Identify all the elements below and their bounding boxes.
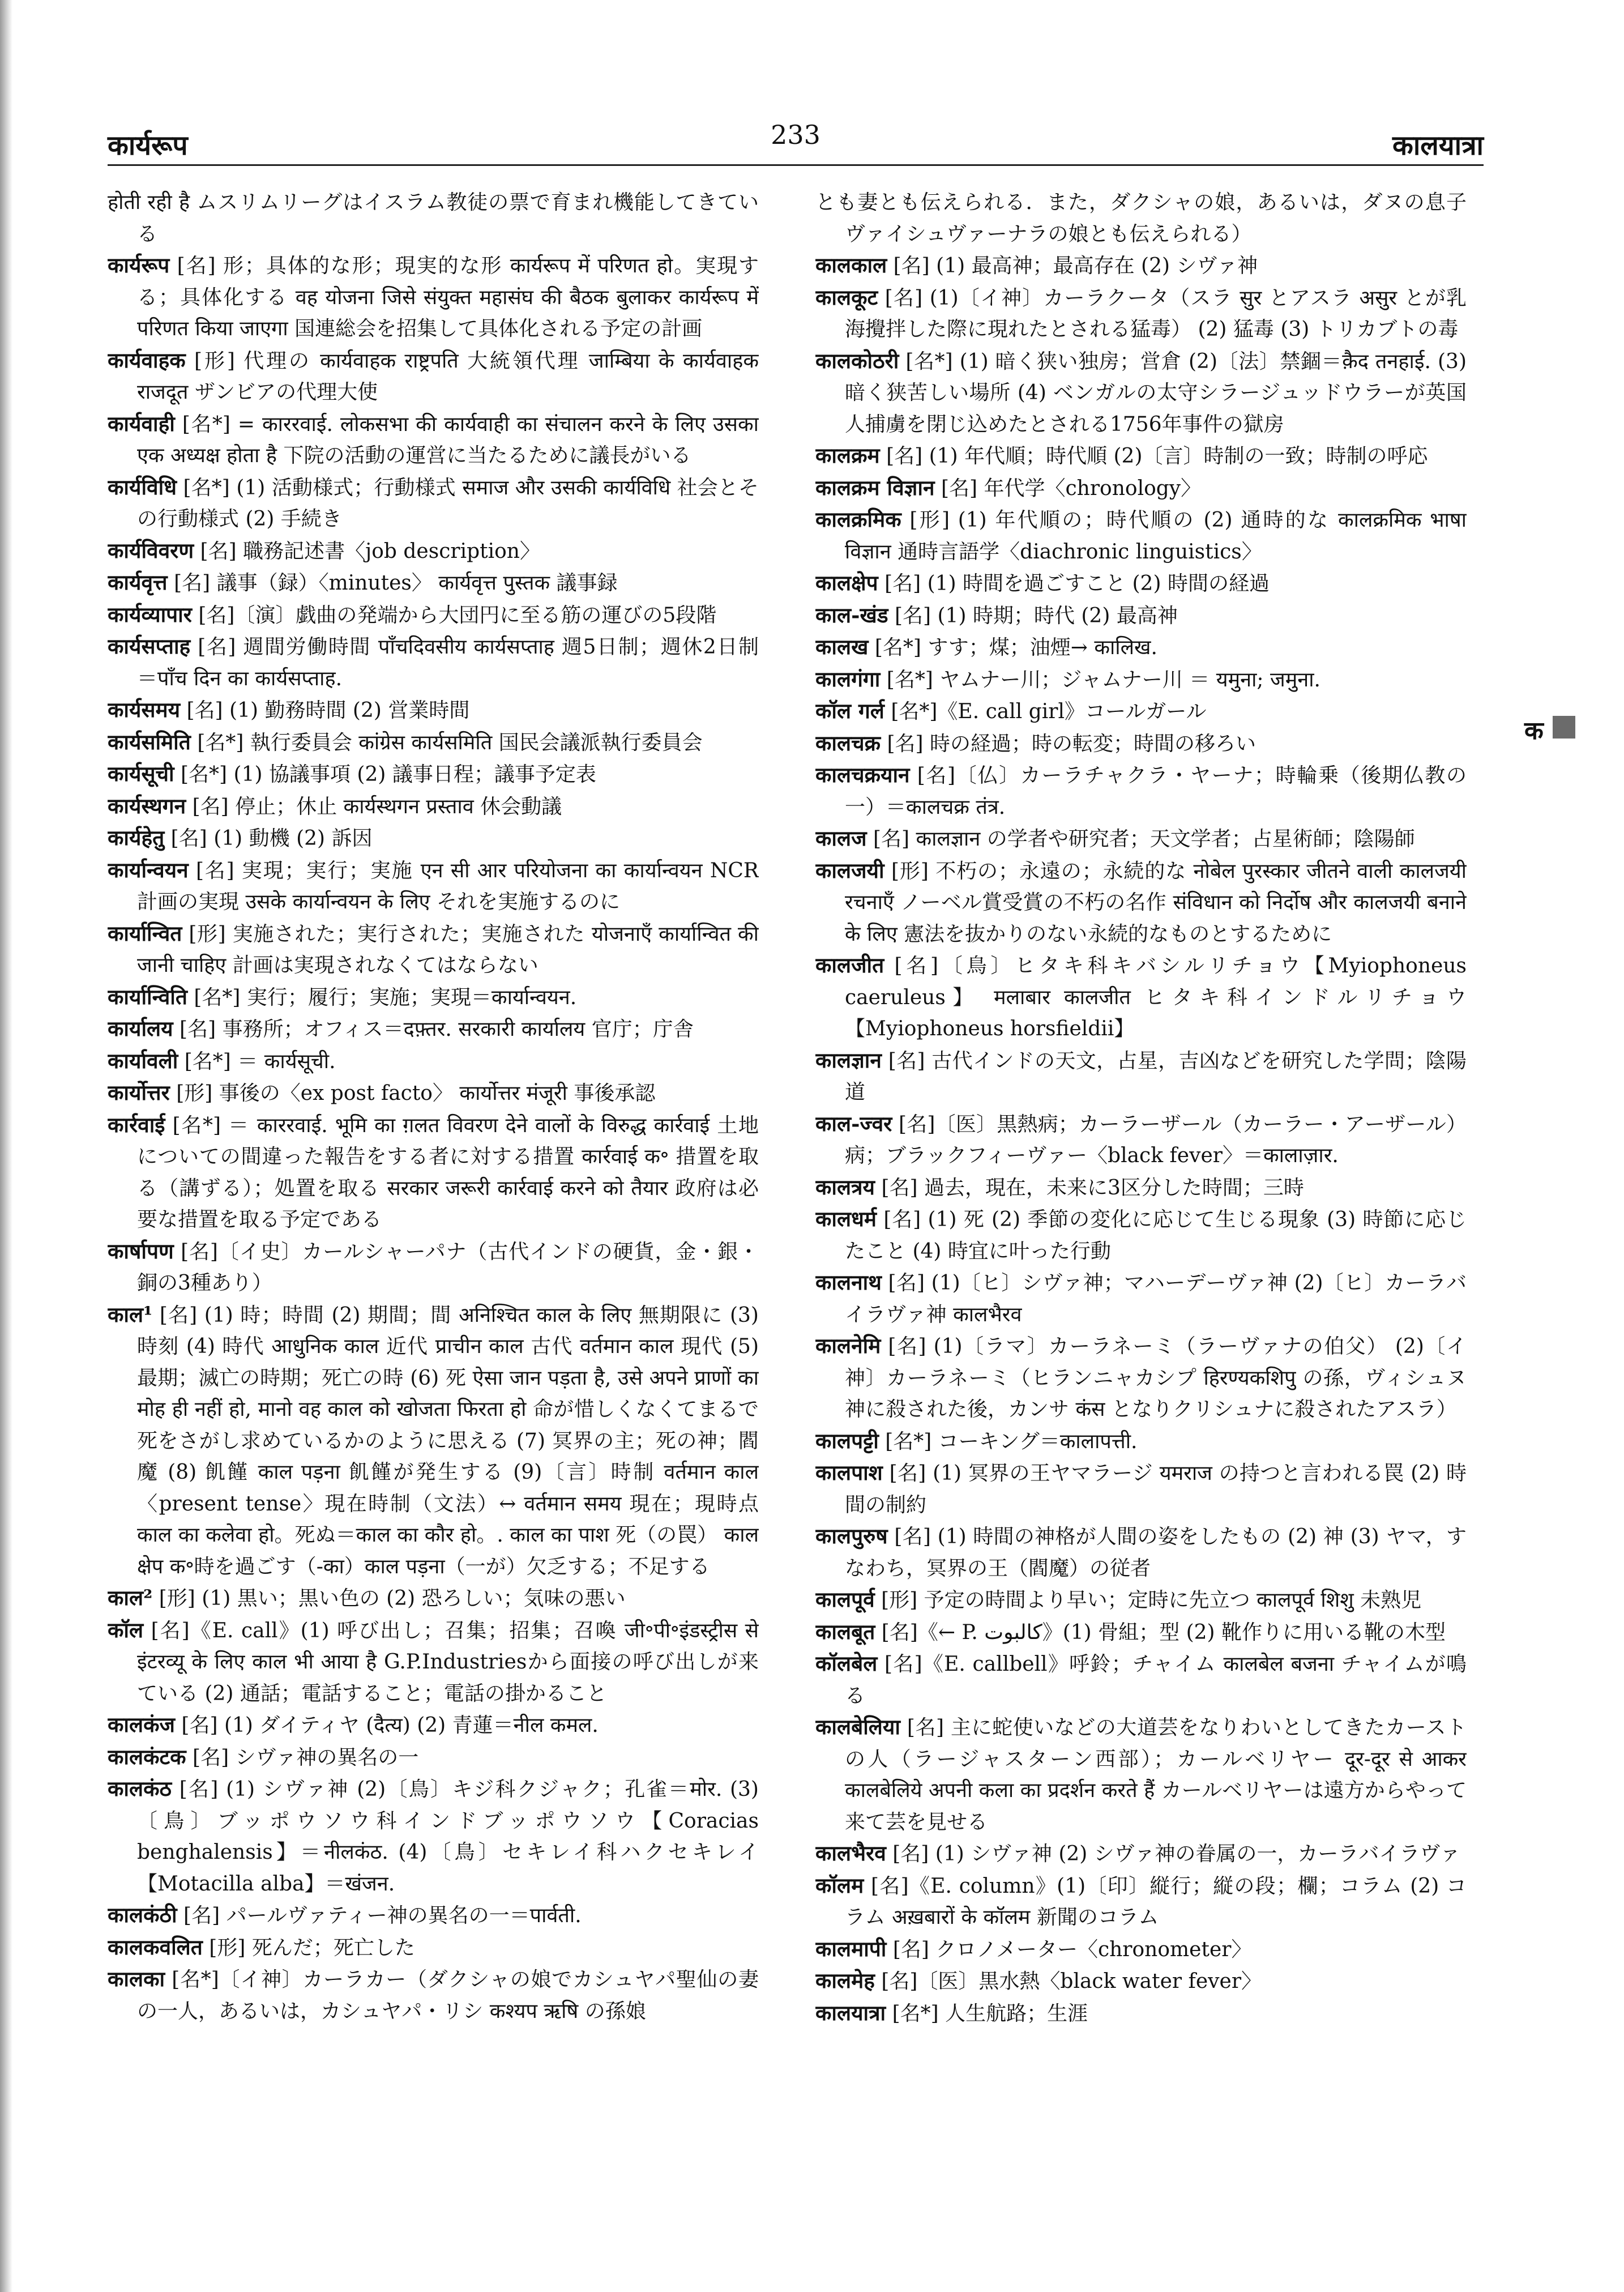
scan-edge — [0, 0, 12, 2292]
entry-definition: [名] クロノメーター〈chronometer〉 — [892, 1937, 1252, 1961]
entry-definition: [名*] 実行；履行；実施；実現＝कार्यान्वयन. — [194, 985, 577, 1009]
left-column — [108, 187, 759, 2277]
entry-headword: कालनेमि — [815, 1333, 881, 1358]
entry-headword: कालकोठरी — [815, 348, 899, 373]
dictionary-entry — [108, 1299, 759, 1583]
entry-definition: [名] (1) 時間の神格が人間の姿をしたもの (2) 神 (3) ヤマ，すなわち，冥界の王（閻魔）の従者 — [845, 1525, 1467, 1580]
entry-headword: कालनाथ — [815, 1270, 882, 1295]
entry-headword: कालभैरव — [815, 1841, 886, 1866]
entry-definition: [名] 古代インドの天文，占星，吉凶などを研究した学問；陰陽道 — [845, 1049, 1467, 1104]
entry-definition: [名*] ＝ काररवाई. भूमि का ग़लत विवरण देने वालों के विरुद्ध कार्रवाई 土地についての間違った報告をする者に対する措置 कार्रवाई क॰ 措置を取る（講ずる）；処置を取る सरकार जरूरी कार्रवाई करने को तैयार 政府は必要な措置を取る予定である — [137, 1113, 759, 1231]
dictionary-entry — [815, 1203, 1467, 1267]
entry-definition: [名] (1) 動機 (2) 訴因 — [170, 827, 373, 850]
dictionary-entry — [815, 1108, 1467, 1172]
dictionary-entry — [815, 1425, 1467, 1458]
entry-headword: कॉलम — [815, 1872, 864, 1898]
entry-headword: कार्यान्वित — [108, 920, 182, 946]
dictionary-entry — [108, 855, 759, 918]
entry-headword: कालधर्म — [815, 1206, 877, 1231]
entry-headword: कॉलबेल — [815, 1651, 878, 1676]
entry-headword: कार्यविधि — [108, 474, 177, 500]
entry-definition: [形] (1) 年代順の；時代順の (2) 通時的な कालक्रमिक भाषा विज्ञान 通時言語学〈diachronic linguistics〉 — [845, 509, 1467, 564]
dictionary-entry — [108, 535, 759, 567]
entry-headword: कॉल — [108, 1617, 144, 1642]
dictionary-entry — [108, 822, 759, 855]
entry-headword: कालकंठ — [108, 1776, 172, 1801]
dictionary-entry — [108, 1109, 759, 1236]
dictionary-entry — [815, 567, 1467, 600]
entry-definition: [名]〔仏〕カーラチャクラ・ヤーナ；時輪乗（後期仏教の一）＝कालचक्र तंत्र. — [845, 764, 1467, 819]
entry-headword: कालक्रम — [815, 443, 880, 468]
dictionary-entry — [108, 1773, 759, 1900]
dictionary-entry — [815, 1711, 1467, 1838]
dictionary-entry — [108, 631, 759, 694]
entry-headword: कालकंज — [108, 1712, 175, 1737]
dictionary-entry — [815, 472, 1467, 505]
entry-headword: कालगंगा — [815, 666, 881, 692]
dictionary-entry — [108, 1582, 759, 1615]
dictionary-entry — [815, 1457, 1467, 1521]
dictionary-entry — [108, 1236, 759, 1299]
entry-definition: [名] 形；具体的な形；現実的な形 कार्यरूप में परिणत हो。実現する；具体化する वह योजना जिसे संयुक्त महासंघ की बैठक बुलाकर कार्यरूप में परिणत किया जाएगा 国連総会を招集して具体化される予定の計画 — [137, 254, 759, 340]
entry-definition: [名]《E. callbell》呼鈴；チャイム कालबेल बजना チャイムが鳴る — [845, 1653, 1467, 1708]
dictionary-entry — [815, 1521, 1467, 1584]
entry-definition: [名*] ヤムナー川；ジャムナー川 ＝ यमुना; जमुना. — [886, 668, 1320, 692]
dictionary-entry — [815, 1648, 1467, 1711]
entry-definition: [名*] (1) 協議事項 (2) 議事日程；議事予定表 — [181, 763, 596, 786]
entry-headword: कालचक्र — [815, 730, 881, 756]
entry-headword: कार्योत्तर — [108, 1080, 170, 1105]
dictionary-entry — [108, 567, 759, 599]
entry-headword: कालपुरुष — [815, 1523, 888, 1548]
entry-definition: [名] 年代学〈chronology〉 — [941, 476, 1202, 500]
dictionary-entry — [815, 1267, 1467, 1330]
entry-definition: [名]《← P. کالبوت》(1) 骨組；型 (2) 靴作りに用いる靴の木型 — [881, 1620, 1446, 1644]
dictionary-entry — [815, 1934, 1467, 1966]
entry-definition: [名] (1) 死 (2) 季節の変化に応じて生じる現象 (3) 時節に応じたこと (4) 時宜に叶った行動 — [845, 1208, 1467, 1263]
dictionary-entry — [815, 1998, 1467, 2030]
thumb-index-tab — [1553, 716, 1575, 739]
dictionary-entry — [108, 727, 759, 759]
entry-headword: कालजयी — [815, 857, 884, 883]
dictionary-entry — [108, 1013, 759, 1045]
entry-definition: [名] (1) 冥界の王ヤマラージ यमराज の持つと言われる罠 (2) 時間の制約 — [845, 1462, 1467, 1517]
dictionary-entry — [108, 918, 759, 981]
entry-definition: [名] 議事（録）〈minutes〉 कार्यवृत्त पुस्तक 議事録 — [174, 571, 618, 595]
entry-definition: [名*] (1) 暗く狭い独房；営倉 (2)〔法〕禁錮＝क़ैद तनहाई. (3) 暗く狭苦しい場所 (4) ベンガルの太守シラージュッドウラーが英国人捕虜を閉じ込めたとされる1756年事件の獄房 — [845, 349, 1467, 436]
entry-definition: [名] (1)〔ヒ〕シヴァ神；マハーデーヴァ神 (2)〔ヒ〕カーラバイラヴァ神 कालभैरव — [845, 1271, 1467, 1326]
entry-definition: होती रही है ムスリムリーグはイスラム教徒の票で育まれ機能してきている — [108, 191, 759, 246]
dictionary-entry — [815, 250, 1467, 282]
entry-headword: कालकूट — [815, 284, 878, 310]
dictionary-entry — [108, 1932, 759, 1964]
entry-definition: [名] 実現；実行；実施 एन सी आर परियोजना का कार्यान्वयन NCR計画の実現 उसके कार्यान्वयन के लिए それを実施するのに — [137, 859, 759, 914]
entry-headword: कालक्रमिक — [815, 507, 901, 532]
entry-definition: [名*] コーキング＝कालापत्ती. — [885, 1429, 1138, 1453]
thumb-index-letter: क — [1524, 716, 1544, 745]
entry-headword: कालत्रय — [815, 1174, 875, 1200]
dictionary-entry — [108, 1964, 759, 2027]
entry-definition: [名] 時の経過；時の転変；時間の移ろい — [887, 732, 1256, 756]
entry-definition: [名]《E. column》(1)〔印〕縦行；縦の段；欄；コラム (2) コラム अख़बारों के कॉलम 新聞のコラム — [845, 1874, 1467, 1929]
entry-headword: कालख — [815, 634, 869, 659]
entry-headword: कार्यसूची — [108, 761, 174, 786]
entry-headword: कालज्ञान — [815, 1047, 882, 1073]
entry-definition: [名] 週間労働時間 पाँचदिवसीय कार्यसप्ताह 週5日制；週休2日制＝पाँच दिन का कार्यसप्ताह. — [137, 635, 759, 690]
entry-definition: [名*]《E. call girl》コールガール — [891, 700, 1207, 723]
entry-headword: कार्यसप्ताह — [108, 634, 191, 659]
dictionary-entry — [108, 694, 759, 727]
dictionary-entry — [815, 728, 1467, 760]
entry-headword: कालमेह — [815, 1968, 875, 1993]
entry-definition: [形] 代理の कार्यवाहक राष्ट्रपति 大統領代理 जाम्बिया के कार्यवाहक राजदूत ザンビアの代理大使 — [137, 349, 759, 404]
entry-definition: [名*] 人生航路；生涯 — [892, 2001, 1088, 2025]
dictionary-entry — [815, 664, 1467, 696]
dictionary-entry — [108, 1045, 759, 1078]
dictionary-entry — [815, 440, 1467, 472]
dictionary-entry — [108, 599, 759, 631]
entry-headword: कॉल गर्ल — [815, 698, 884, 723]
entry-definition: [名] (1)〔イ神〕カーラクータ（スラ सुर とアスラ असुर とが乳海攪拌した際に現れたとされる猛毒） (2) 猛毒 (3) トリカブトの毒 — [845, 286, 1467, 341]
entry-definition: [名*] (1) 活動様式；行動様式 समाज और उसकी कार्यविधि 社会とその行動様式 (2) 手続き — [137, 476, 759, 531]
entry-headword: कालयात्रा — [815, 2000, 886, 2025]
entry-headword: कालचक्रयान — [815, 762, 910, 787]
entry-definition: [名]《E. call》(1) 呼び出し；召集；招集；召喚 जी॰पी॰इंडस्ट्रीस से इंटरव्यू के लिए काल भी आया है G.P.Industriesから面接の呼び出しが来ている (2) 通話；電話すること；電話の掛かること — [137, 1619, 759, 1705]
entry-definition: [形] 予定の時間より早い；定時に先立つ कालपूर्व शिशु 未熟児 — [881, 1589, 1422, 1612]
entry-headword: कार्यसमिति — [108, 729, 191, 754]
entry-headword: कार्यव्यापार — [108, 601, 192, 627]
entry-headword: कार्यवाहक — [108, 347, 186, 373]
entry-definition: [名] (1) 勤務時間 (2) 営業時間 — [186, 699, 470, 722]
entry-headword: कार्यवाही — [108, 411, 175, 436]
dictionary-entry — [108, 408, 759, 472]
dictionary-entry — [815, 759, 1467, 823]
dictionary-entry — [815, 1616, 1467, 1649]
dictionary-entry — [108, 1615, 759, 1710]
dictionary-entry — [815, 950, 1467, 1045]
entry-definition: [名] 主に蛇使いなどの大道芸をなりわいとしてきたカーストの人（ラージャスターン西部）；カールベリヤー दूर-दूर से आकर कालबेलिये अपनी कला का प्रदर्शन करते हैं カールベリヤーは遠方からやって来て芸を見せる — [845, 1716, 1467, 1834]
dictionary-entry — [815, 504, 1467, 567]
entry-headword: कार्यवृत्त — [108, 570, 168, 595]
page-header — [108, 116, 1484, 161]
dictionary-entry — [108, 250, 759, 345]
entry-definition: [名*]〔イ神〕カーラカー（ダクシャの娘でカシュヤパ聖仙の妻の一人，あるいは，カシュヤパ・リシ कश्यप ऋषि の孫娘 — [137, 1968, 759, 2023]
entry-definition: [名] (1) ダイティヤ (दैत्य) (2) 青蓮＝नील कमल. — [181, 1714, 599, 1737]
entry-headword: कालपट्टी — [815, 1428, 879, 1453]
entry-headword: कालबेलिया — [815, 1714, 900, 1739]
dictionary-entry — [815, 1870, 1467, 1934]
dictionary-entry — [108, 345, 759, 408]
dictionary-entry — [815, 631, 1467, 664]
entry-headword: काल-ज्वर — [815, 1111, 892, 1136]
dictionary-entry — [815, 345, 1467, 441]
entry-definition: [名] कालज्ञान の学者や研究者；天文学者；占星術師；陰陽師 — [873, 827, 1415, 851]
entry-definition: [名*] すす；煤；油煙→ कालिख. — [874, 636, 1157, 659]
entry-headword: कार्यान्विति — [108, 984, 187, 1009]
dictionary-entry — [815, 1330, 1467, 1425]
entry-headword: कार्षापण — [108, 1238, 174, 1264]
entry-headword: कालक्रम विज्ञान — [815, 475, 935, 500]
dictionary-entry — [108, 187, 759, 250]
entry-definition: [名]〔演〕戯曲の発端から大団円に至る筋の運びの5段階 — [198, 603, 717, 627]
entry-definition: [名] 停止；休止 कार्यस्थगन प्रस्ताव 休会動議 — [192, 795, 562, 818]
dictionary-entry — [108, 758, 759, 791]
entry-headword: कार्यविवरण — [108, 537, 194, 563]
entry-definition: [名] 事務所；オフィス＝दफ़्तर. सरकारी कार्यालय 官庁；庁舎 — [180, 1018, 694, 1041]
entry-definition: とも妻とも伝えられる．また，ダクシャの娘，あるいは，ダヌの息子ヴァイシュヴァーナラの娘とも伝えられる） — [815, 191, 1467, 246]
entry-definition: [形] 事後の〈ex post facto〉 कार्योत्तर मंजूरी 事後承認 — [176, 1082, 656, 1105]
entry-definition: [名]〔医〕黒熱病；カーラーザール（カーラー・アーザール）病；ブラックフィーヴァー〈black fever〉＝कालाज़ार. — [845, 1112, 1467, 1167]
dictionary-entry — [815, 855, 1467, 950]
entry-headword: कालका — [108, 1966, 165, 1991]
entry-definition: [名] (1) シヴァ神 (2) シヴァ神の眷属の一，カーラバイラヴァ — [892, 1842, 1461, 1866]
entry-headword: कालकवलित — [108, 1934, 203, 1960]
entry-headword: कार्यरूप — [108, 253, 170, 278]
dictionary-entry — [108, 981, 759, 1014]
entry-headword: कालमापी — [815, 1936, 887, 1961]
entry-definition: [形] 不朽の；永遠の；永続的な नोबेल पुरस्कार जीतने वाली कालजयी रचनाएँ ノーベル賞受賞の不朽の名作 संविधान को निर्दोष और कालजयी बनाने के लिए 憲法を抜かりのない永続的なものとするために — [845, 859, 1467, 946]
page-number: 233 — [771, 119, 820, 150]
dictionary-entry — [108, 1077, 759, 1109]
entry-headword: कालजीत — [815, 953, 884, 978]
right-column — [815, 187, 1467, 2277]
dictionary-entry — [815, 1838, 1467, 1870]
dictionary-entry — [108, 472, 759, 535]
entry-headword: कालक्षेप — [815, 570, 878, 595]
entry-definition: [名] (1) 時；時間 (2) 期間；間 अनिश्चित काल के लिए 無期限に (3) 時刻 (4) 時代 आधुनिक काल 近代 प्राचीन काल 古代 वर्तमान काल 現代 (5) 最期；滅亡の時期；死亡の時 (6) 死 ऐसा जान पड़ता है, उसे अपने प्राणों का मोह ही नहीं हो, मानो वह काल को खोजता फिरता हो 命が惜しくなくてまるで死をさがし求めているかのように思える (7) 冥界の主；死の神；閻魔 (8) 飢饉 काल पड़ना 飢饉が発生する (9)〔言〕時制 वर्तमान काल〈present tense〉現在時制（文法）↔ वर्तमान समय 現在；現時点 काल का कलेवा हो。死ぬ＝काल का कौर हो。. काल का पाश 死（の罠） काल क्षेप क॰時を過ごす（-का）काल पड़ना（一が）欠乏する；不足する — [137, 1303, 759, 1578]
entry-definition: [名] シヴァ神の異名の一 — [193, 1745, 419, 1769]
running-head-right: कालयात्रा — [1392, 130, 1484, 161]
dictionary-entry — [815, 1172, 1467, 1204]
running-head-left: कार्यरूप — [108, 130, 188, 161]
entry-definition: [形] (1) 黒い；黒い色の (2) 恐ろしい；気味の悪い — [159, 1587, 626, 1610]
entry-headword: काल² — [108, 1585, 153, 1610]
entry-definition: [形] 実施された；実行された；実施された योजनाएँ कार्यान्वित की जानी चाहिए 計画は実現されなくてはならない — [137, 922, 759, 977]
entry-definition: [形] 死んだ；死亡した — [209, 1936, 415, 1960]
entry-definition: [名]〔鳥〕ヒタキ科キバシルリチョウ【Myiophoneus caeruleus】 मलाबार कालजीत ヒタキ科インドルリチョウ【Myiophoneus horsfieldii】 — [845, 954, 1467, 1040]
entry-definition: [名] (1) 時期；時代 (2) 最高神 — [894, 604, 1178, 628]
entry-headword: कार्रवाई — [108, 1112, 165, 1137]
entry-definition: [名] (1) 年代順；時代順 (2)〔言〕時制の一致；時制の呼応 — [886, 445, 1428, 468]
dictionary-entry — [815, 1045, 1467, 1108]
entry-headword: कालबूत — [815, 1619, 875, 1644]
entry-definition: [名*] = काररवाई. लोकसभा की कार्यवाही का संचालन करने के लिए उसका एक अध्यक्ष होता है 下院の活動の運営に当たるために議長がいる — [137, 412, 759, 467]
entry-headword: कार्यावली — [108, 1048, 178, 1073]
entry-definition: [名] (1)〔ラマ〕カーラネーミ（ラーヴァナの伯父） (2)〔イ神〕カーラネーミ（ヒランニャカシプ हिरण्यकशिपु の孫，ヴィシュヌ神に殺された後，カンサ कंस となりクリシュナに殺されたアスラ） — [845, 1335, 1467, 1421]
dictionary-entry — [815, 695, 1467, 728]
entry-headword: कालज — [815, 826, 867, 851]
entry-definition: [名*] 執行委員会 कांग्रेस कार्यसमिति 国民会議派執行委員会 — [197, 731, 703, 754]
entry-definition: [名] 過去，現在，未来に3区分した時間；三時 — [881, 1176, 1304, 1200]
dictionary-entry — [108, 1900, 759, 1932]
entry-definition: [名] パールヴァティー神の異名の一＝पार्वती. — [183, 1904, 582, 1927]
dictionary-entry — [815, 187, 1467, 250]
entry-headword: कालकंठी — [108, 1902, 177, 1927]
dictionary-entry — [108, 1709, 759, 1742]
dictionary-entry — [108, 1742, 759, 1774]
dictionary-entry — [815, 1965, 1467, 1998]
entry-headword: कालकंटक — [108, 1744, 186, 1769]
entry-headword: काल-खंड — [815, 602, 888, 628]
entry-headword: कालपूर्व — [815, 1587, 875, 1612]
entry-definition: [名]〔医〕黒水熱〈black water fever〉 — [881, 1970, 1262, 1993]
entry-definition: [名] 職務記述書〈job description〉 — [200, 539, 540, 563]
entry-headword: कालकाल — [815, 253, 887, 278]
entry-headword: कालपाश — [815, 1460, 883, 1485]
entry-definition: [名*] ＝ कार्यसूची. — [184, 1049, 336, 1073]
entry-headword: कार्यालय — [108, 1016, 173, 1041]
header-rule — [108, 164, 1484, 166]
entry-headword: काल¹ — [108, 1301, 153, 1327]
entry-headword: कार्यसमय — [108, 697, 181, 722]
entry-definition: [名] (1) シヴァ神 (2)〔鳥〕キジ科クジャク；孔雀＝मोर. (3)〔鳥〕ブッポウソウ科インドブッポウソウ【Coracias benghalensis】＝नीलकंठ. (4)〔鳥〕セキレイ科ハクセキレイ【Motacilla alba】＝खंजन. — [137, 1778, 759, 1896]
entry-headword: कार्यहेतु — [108, 825, 165, 850]
dictionary-entry — [815, 1584, 1467, 1616]
dictionary-entry — [108, 791, 759, 823]
entry-headword: कार्यान्वयन — [108, 857, 189, 882]
entry-definition: [名]〔イ史〕カールシャーパナ（古代インドの硬貨，金・銀・銅の3種あり） — [137, 1240, 759, 1295]
entry-definition: [名] (1) 最高神；最高存在 (2) シヴァ神 — [893, 254, 1258, 278]
entry-headword: कार्यस्थगन — [108, 793, 186, 818]
dictionary-entry — [815, 600, 1467, 632]
dictionary-entry — [815, 823, 1467, 855]
entry-definition: [名] (1) 時間を過ごすこと (2) 時間の経過 — [884, 572, 1270, 595]
dictionary-entry — [815, 282, 1467, 345]
